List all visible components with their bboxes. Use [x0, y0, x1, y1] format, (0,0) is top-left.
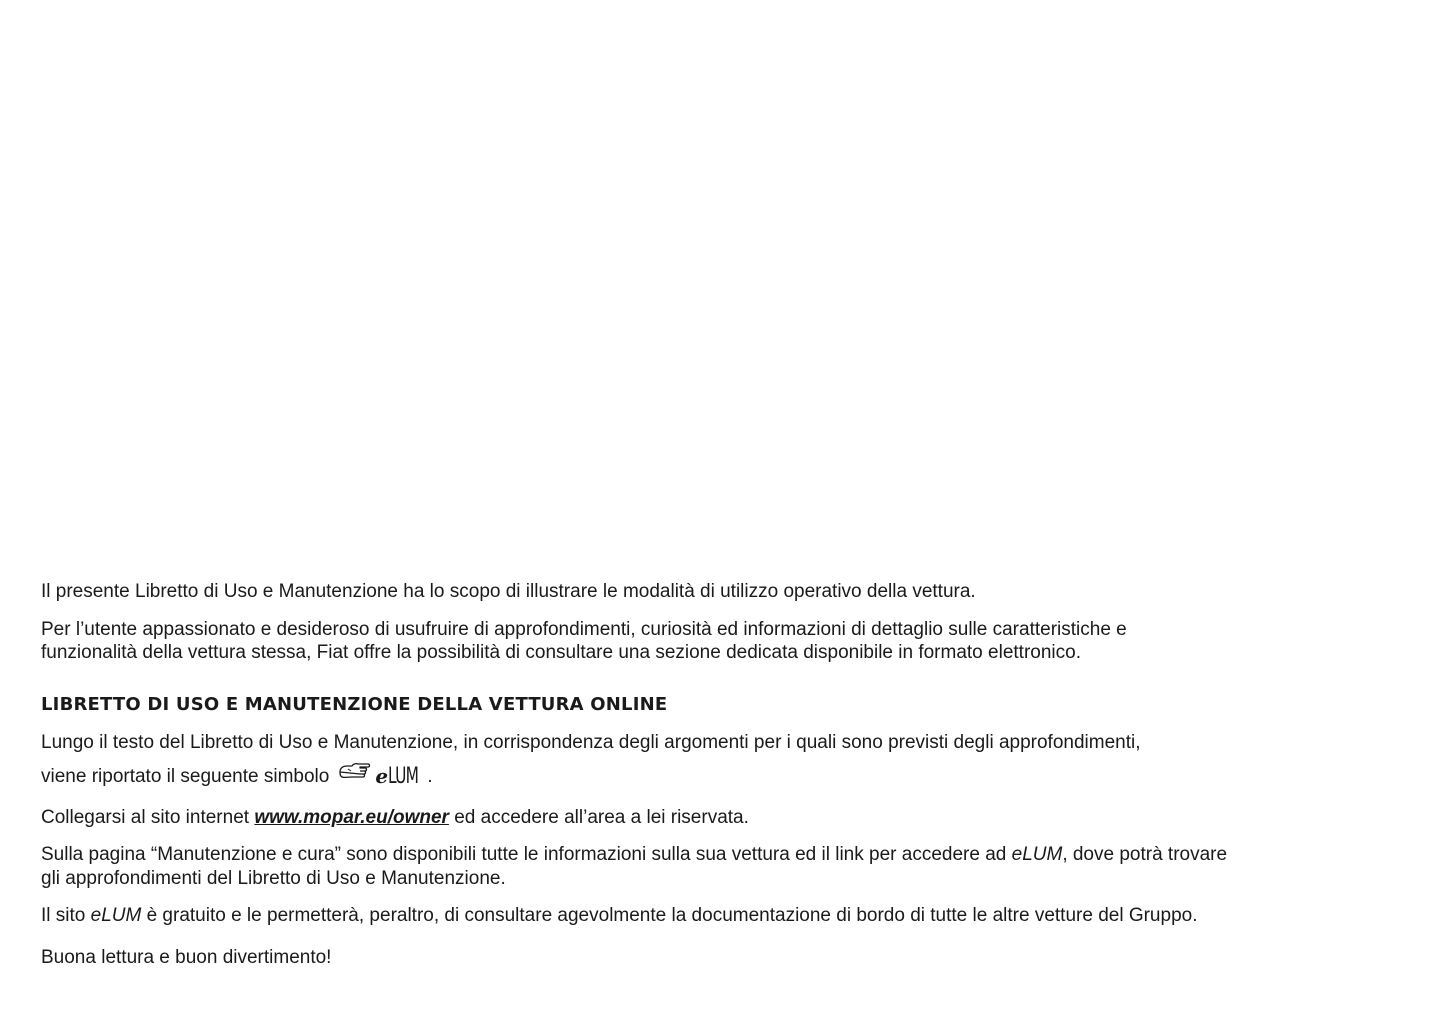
- intro-paragraph: Il presente Libretto di Uso e Manutenzione ha lo scopo di illustrare le modalità di utilizzo operativo della vettura.: [41, 581, 976, 602]
- paragraph-text: Sulla pagina “Manutenzione e cura” sono disponibili tutte le informazioni sulla sua vettura ed il link per accedere ad: [41, 844, 1012, 865]
- paragraph-text: ed accedere all’area a lei riservata.: [448, 806, 749, 828]
- document-body: [41, 580, 1331, 969]
- mopar-owner-link[interactable]: www.mopar.eu/owner: [254, 806, 449, 828]
- elum-emphasis: eLUM: [1011, 844, 1063, 865]
- website-paragraph: [41, 806, 1331, 830]
- closing-paragraph: Buona lettura e buon divertimento!: [41, 946, 332, 968]
- paragraph-line: funzionalità della vettura stessa, Fiat offre la possibilità di consultare una sezione dedicata disponibile in formato elettronico.: [41, 642, 1081, 663]
- symbol-paragraph: [41, 731, 1331, 793]
- maintenance-page-paragraph: [41, 843, 1331, 890]
- paragraph-line: Lungo il testo del Libretto di Uso e Manutenzione, in corrispondenza degli argomenti per i quali sono previsti degli approfondimenti,: [41, 731, 1141, 753]
- paragraph-text: è gratuito e le permetterà, peraltro, di consultare agevolmente la documentazione di bordo di tutte le altre vetture del Gruppo.: [141, 905, 1198, 926]
- paragraph-line: gli approfondimenti del Libretto di Uso e Manutenzione.: [41, 867, 506, 889]
- paragraph-line: viene riportato il seguente simbolo: [41, 766, 330, 787]
- paragraph-line: Per l’utente appassionato e desideroso di usufruire di approfondimenti, curiosità ed informazioni di dettaglio sulle caratteristiche e: [41, 618, 1127, 640]
- elum-free-paragraph: [41, 904, 1331, 928]
- paragraph-text: Il sito: [41, 905, 91, 926]
- elum-description-paragraph: [41, 618, 1331, 665]
- elum-emphasis: eLUM: [90, 905, 142, 926]
- paragraph-end: .: [427, 766, 433, 787]
- paragraph-text: Collegarsi al sito internet: [41, 806, 255, 828]
- symbol-line: [41, 760, 433, 793]
- paragraph-text: , dove potrà trovare: [1062, 844, 1228, 865]
- symbol-label-display: eLUM: [375, 764, 419, 789]
- section-heading: LIBRETTO DI USO E MANUTENZIONE DELLA VETTURA ONLINE: [41, 693, 668, 715]
